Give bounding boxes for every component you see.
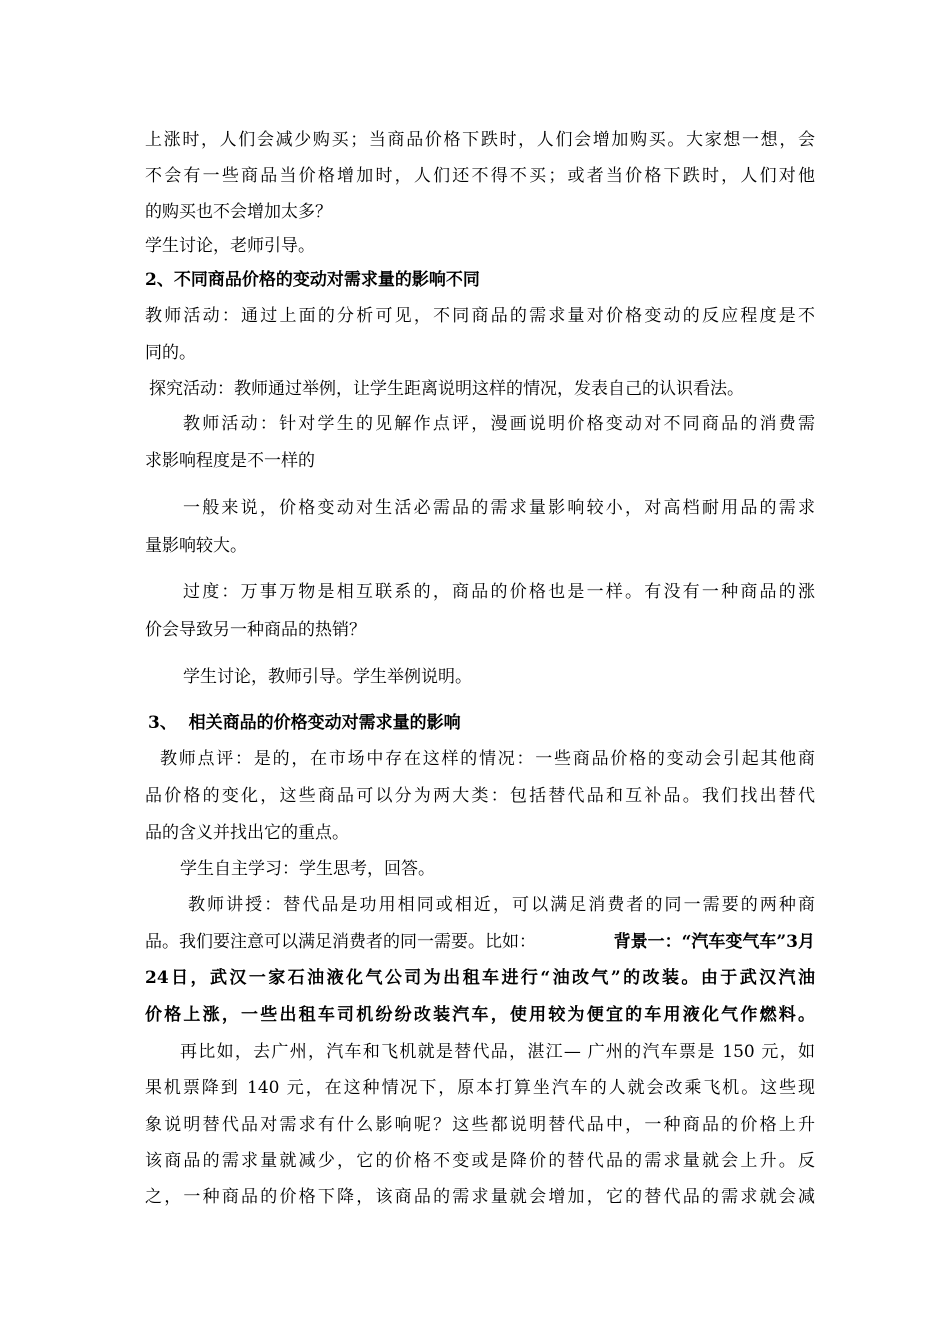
section-heading-3: 3、 相关商品的价格变动对需求量的影响 — [148, 713, 461, 733]
paragraph-line: 的购买也不会增加太多？ — [145, 202, 332, 222]
paragraph-line: 之，一种商品的价格下降，该商品的需求量就会增加，它的替代品的需求就会减 — [145, 1187, 815, 1207]
paragraph-line: 求影响程度是不一样的 — [145, 451, 315, 471]
paragraph-line — [145, 930, 815, 954]
paragraph-line: 过度：万事万物是相互联系的，商品的价格也是一样。有没有一种商品的涨 — [183, 582, 815, 602]
background-one-line: 24日，武汉一家石油液化气公司为出租车进行“油改气”的改装。由于武汉汽油 — [145, 968, 815, 988]
paragraph-line: 量影响较大。 — [145, 536, 247, 556]
paragraph-line: 学生讨论，老师引导。 — [145, 236, 315, 256]
paragraph-line: 上涨时，人们会减少购买；当商品价格下跌时，人们会增加购买。大家想一想，会 — [145, 130, 815, 150]
paragraph-line: 品的含义并找出它的重点。 — [145, 823, 349, 843]
paragraph-line: 同的。 — [145, 343, 196, 363]
background-one-line: 价格上涨，一些出租车司机纷纷改装汽车，使用较为便宜的车用液化气作燃料。 — [145, 1005, 815, 1025]
paragraph-line: 象说明替代品对需求有什么影响呢？这些都说明替代品中，一种商品的价格上升 — [145, 1115, 815, 1135]
background-one-heading: 背景一：“汽车变气车”3月 — [613, 932, 815, 952]
section-heading-2: 2、不同商品价格的变动对需求量的影响不同 — [145, 270, 480, 290]
paragraph-line: 再比如，去广州，汽车和飞机就是替代品，湛江— 广州的汽车票是 150 元，如 — [180, 1042, 815, 1062]
paragraph-line: 品价格的变化，这些商品可以分为两大类：包括替代品和互补品。我们找出替代 — [145, 786, 815, 806]
paragraph-line: 不会有一些商品当价格增加时，人们还不得不买；或者当价格下跌时，人们对他 — [145, 166, 815, 186]
paragraph-line: 价会导致另一种商品的热销？ — [145, 620, 366, 640]
paragraph-line: 探究活动：教师通过举例，让学生距离说明这样的情况，发表自己的认识看法。 — [149, 379, 744, 399]
paragraph-line: 果机票降到 140 元，在这种情况下，原本打算坐汽车的人就会改乘飞机。这些现 — [145, 1078, 815, 1098]
paragraph-line-text: 品。我们要注意可以满足消费者的同一需要。比如： — [145, 932, 536, 952]
paragraph-line: 教师活动：针对学生的见解作点评，漫画说明价格变动对不同商品的消费需 — [183, 414, 815, 434]
paragraph-line: 教师点评：是的，在市场中存在这样的情况：一些商品价格的变动会引起其他商 — [160, 749, 815, 769]
paragraph-line: 教师讲授：替代品是功用相同或相近，可以满足消费者的同一需要的两种商 — [188, 895, 815, 915]
paragraph-line: 学生自主学习：学生思考，回答。 — [180, 859, 435, 879]
paragraph-line: 该商品的需求量就减少，它的价格不变或是降价的替代品的需求量就会上升。反 — [145, 1151, 815, 1171]
paragraph-line: 一般来说，价格变动对生活必需品的需求量影响较小，对高档耐用品的需求 — [183, 498, 815, 518]
paragraph-line: 教师活动：通过上面的分析可见，不同商品的需求量对价格变动的反应程度是不 — [145, 306, 815, 326]
paragraph-line: 学生讨论，教师引导。学生举例说明。 — [183, 667, 472, 687]
